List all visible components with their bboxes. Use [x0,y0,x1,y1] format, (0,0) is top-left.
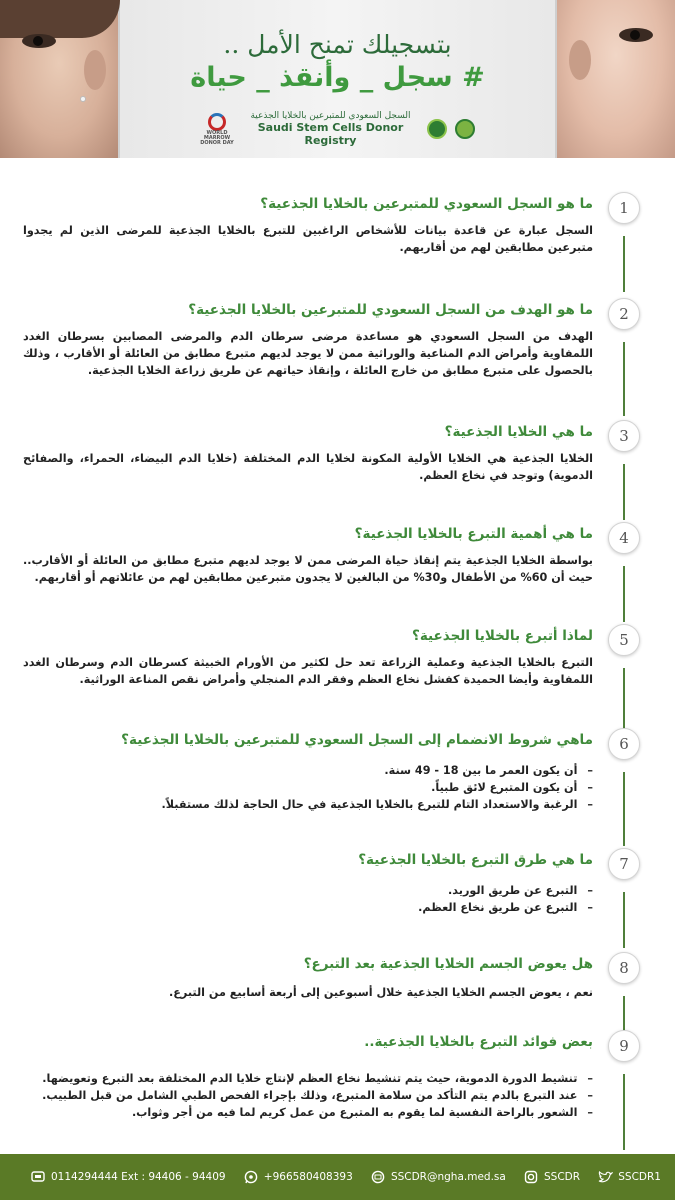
instagram-text: SSCDR [544,1171,581,1183]
section-answer: الهدف من السجل السعودي هو مساعدة مرضى سرطان الدم والمرضى المصابين بسرطان الغدد اللمفاوية وأمراض الدم المناعية والوراثية ممن لا يوجد لديهم متبرع مطابق من العائلة أو الأقارب ، وذلك بالحصول على متبرع مطابق من خارج العائلة ، وإنقاذ حياتهم عن طريق زراعة الخلايا الجذعية. [23,330,593,377]
contact-footer [0,1154,675,1200]
list-item: – الشعور بالراحة النفسية لما يقوم به المتبرع من عمل كريم لما فيه من أجر وثواب. [33,1104,593,1121]
list-item: – تنشيط الدورة الدموية، حيث يتم تنشيط نخاع العظم لإنتاج خلايا الدم المختلفة بعد التبرع وتعويضها. [33,1070,593,1087]
twitter-text: SSCDR1 [618,1171,661,1183]
ngha-seal-icon [427,119,447,139]
section-number-badge: 7 [608,848,640,880]
section-divider-line [623,772,625,846]
section-number-badge: 1 [608,192,640,224]
section-number-badge: 9 [608,1030,640,1062]
section-question: ما هي طرق التبرع بالخلايا الجذعية؟ [358,852,593,868]
section-number-badge: 6 [608,728,640,760]
section-divider-line [623,236,625,292]
logos-row [200,108,475,150]
section-divider-line [623,342,625,416]
section-question: ما هي أهمية التبرع بالخلايا الجذعية؟ [354,526,593,542]
twitter-contact[interactable] [597,1169,661,1185]
instagram-icon [523,1169,539,1185]
section-divider-line [623,892,625,948]
section-number-badge: 2 [608,298,640,330]
registry-logo-text [242,111,419,147]
list-item: – عند التبرع بالدم يتم التأكد من سلامة المتبرع، وذلك بإجراء الفحص الطبي الشامل من قبل الطبيب. [33,1087,593,1104]
section-divider-line [623,464,625,520]
section-answer: الخلايا الجذعية هي الخلايا الأولية المكونة لخلايا الدم المختلفة (خلايا الدم البيضاء، الحمراء، والصفائح الدموية) وتوجد في نخاع العظم. [23,452,593,482]
section-answer: نعم ، يعوض الجسم الخلايا الجذعية خلال أسبوعين إلى أربعة أسابيع من التبرع. [168,986,593,999]
slogan-hashtag: # سجل _ وأنقذ _ حياة [190,62,485,93]
section-number-badge: 5 [608,624,640,656]
list-item: – التبرع عن طريق الوريد. [33,882,593,899]
registry-name-arabic: السجل السعودي للمتبرعين بالخلايا الجذعية [250,111,411,121]
registry-leaf-icon [455,119,475,139]
list-item: – الرغبة والاستعداد التام للتبرع بالخلايا الجذعية في حال الحاجة لذلك مستقبلاً. [33,796,593,813]
section-divider-line [623,668,625,730]
whatsapp-icon [243,1169,259,1185]
section-question: ما هو السجل السعودي للمتبرعين بالخلايا الجذعية؟ [260,196,593,212]
section-number-badge: 8 [608,952,640,984]
section-answer: السجل عبارة عن قاعدة بيانات للأشخاص الراغبين للتبرع بالخلايا الجذعية للمرضى الذين لم يجدوا متبرعين مطابقين لهم من أقاربهم. [23,224,593,254]
slogan-line-1: بتسجيلك تمنح الأمل .. [223,30,452,59]
phone-contact[interactable] [30,1169,226,1185]
section-list [33,1070,593,1121]
list-item: – التبرع عن طريق نخاع العظم. [33,899,593,916]
world-marrow-donor-day-logo: WORLD MARROW DONOR DAY [200,112,234,146]
section-number-badge: 3 [608,420,640,452]
list-item: – أن يكون المتبرع لائق طبياً. [33,779,593,796]
section-list [33,882,593,916]
section-divider-line [623,1074,625,1150]
phone-icon [30,1169,46,1185]
section-question: هل يعوض الجسم الخلايا الجذعية بعد التبرع؟ [303,956,593,972]
section-question: ما هي الخلايا الجذعية؟ [444,424,593,440]
registry-name-english: Saudi Stem Cells Donor Registry [257,121,404,147]
child-photo-left [0,0,120,158]
section-number-badge: 4 [608,522,640,554]
section-question: ما هو الهدف من السجل السعودي للمتبرعين بالخلايا الجذعية؟ [188,302,593,318]
section-question: ماهي شروط الانضمام إلى السجل السعودي للمتبرعين بالخلايا الجذعية؟ [121,732,593,748]
section-question: لماذا أتبرع بالخلايا الجذعية؟ [412,628,593,644]
section-answer: بواسطة الخلايا الجذعية يتم إنقاذ حياة المرضى ممن لا يوجد لديهم متبرع مطابق من العائلة أو الأقارب.. حيث أن 60% من الأطفال و30% من البالغين لا يجدون متبرعين مطابقين لهم من عائلاتهم أو أقاربهم. [23,554,593,584]
phone-text: 0114294444 Ext : 94406 - 94409 [51,1171,226,1183]
section-answer: التبرع بالخلايا الجذعية وعملية الزراعة تعد حل لكثير من الأورام الخبيثة كسرطان الدم وسرطان الغدد اللمفاوية وأيضا الحميدة كفشل نخاع العظم وفقر الدم المنجلي وأمراض نقص المناعة الوراثية. [23,656,593,686]
section-list [33,762,593,813]
header-banner [0,0,675,158]
email-contact[interactable] [370,1169,506,1185]
section-divider-line [623,566,625,622]
email-icon [370,1169,386,1185]
whatsapp-text: +966580408393 [263,1171,353,1183]
twitter-icon [597,1169,613,1185]
email-text: SSCDR@ngha.med.sa [390,1171,506,1183]
instagram-contact[interactable] [523,1169,580,1185]
whatsapp-contact[interactable] [243,1169,353,1185]
faq-content [0,158,675,1154]
child-photo-right [555,0,675,158]
list-item: – أن يكون العمر ما بين 18 - 49 سنة. [33,762,593,779]
section-question: بعض فوائد التبرع بالخلايا الجذعية.. [364,1034,593,1050]
